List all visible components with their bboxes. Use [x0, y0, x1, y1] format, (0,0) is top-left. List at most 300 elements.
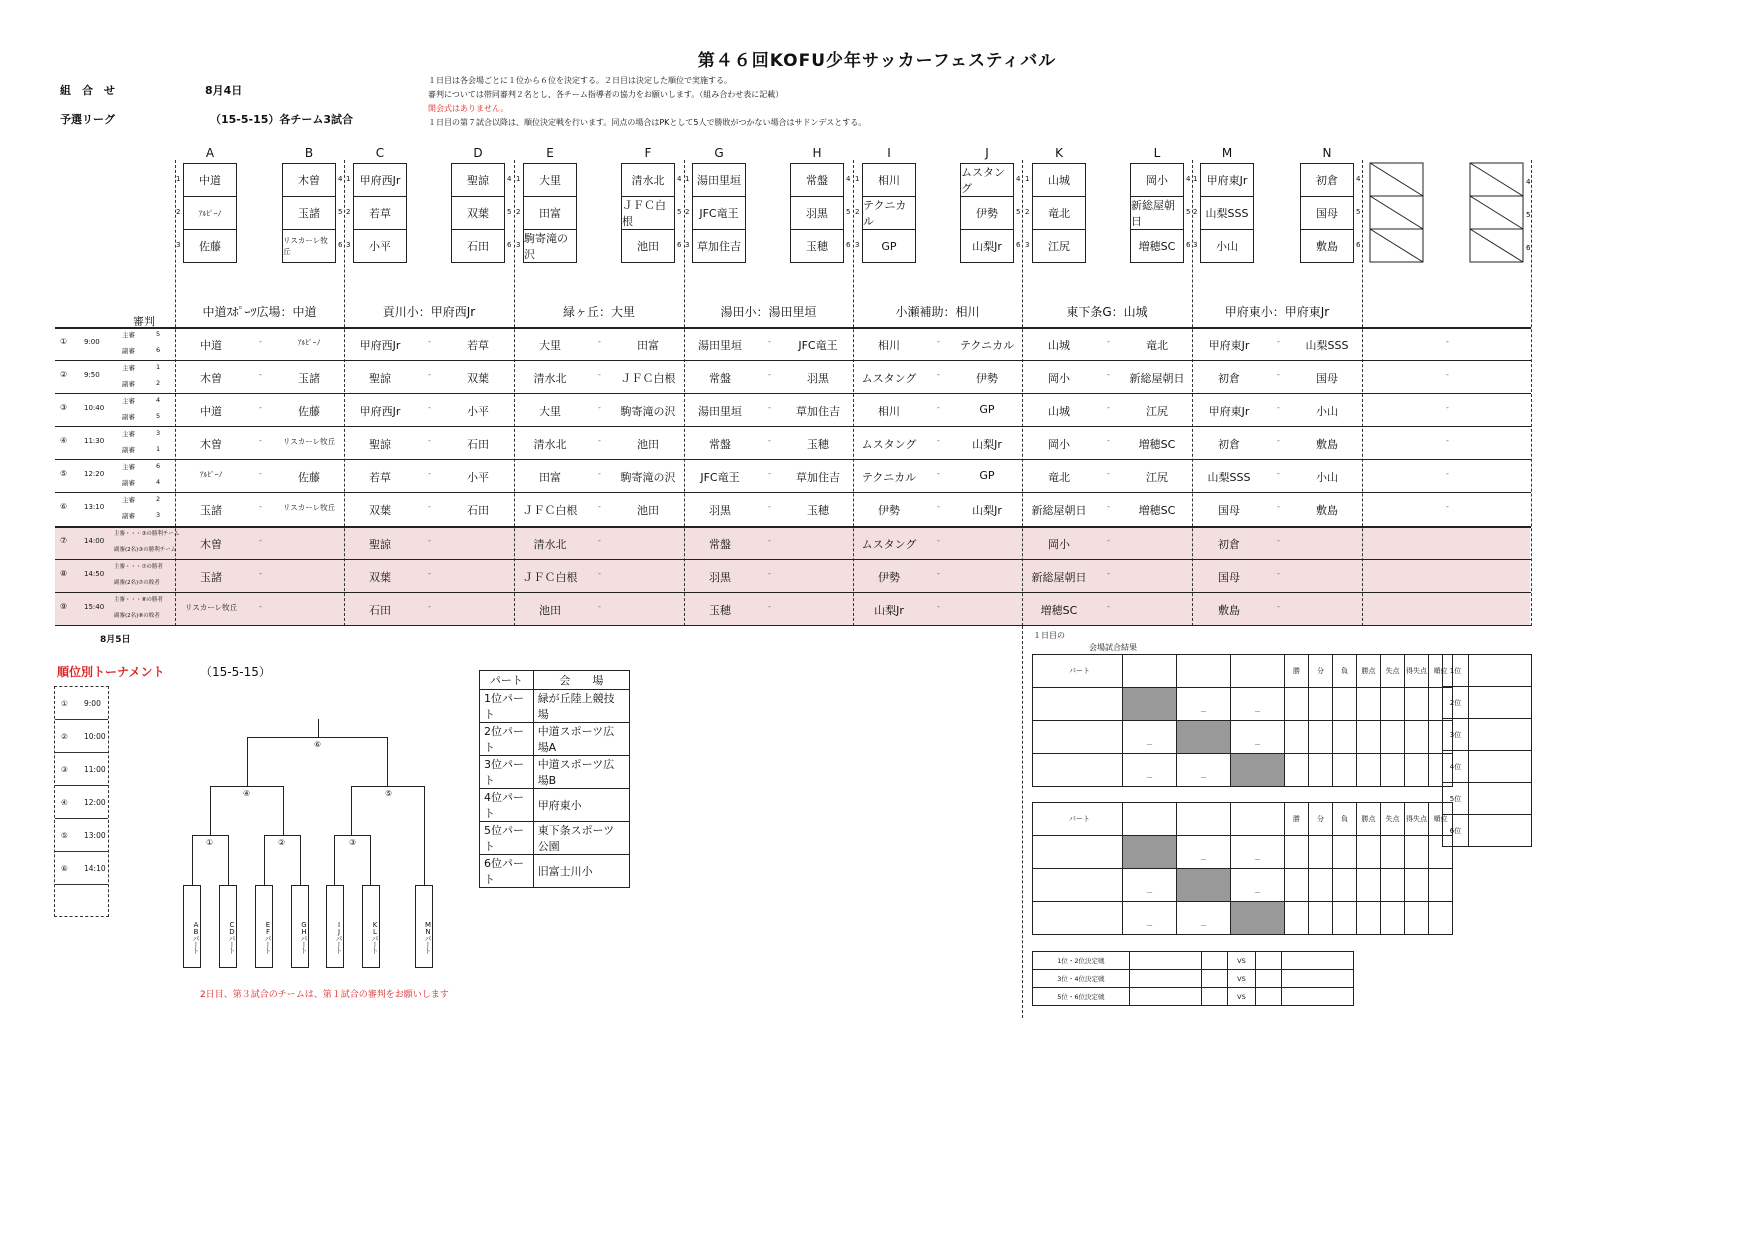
seed-number: 4: [1016, 175, 1021, 183]
group-team: 羽黒: [790, 196, 844, 230]
match-home-team: 聖諒: [369, 372, 391, 385]
results-team-header: [1177, 655, 1231, 688]
day2-match-number: ⑤: [61, 831, 68, 840]
match-home-team: 甲府西Jr: [359, 405, 401, 418]
venue-label: 緑ヶ丘：大里: [562, 305, 635, 319]
ref-sub-num: 4: [156, 478, 161, 486]
seed-number: 2: [516, 208, 521, 216]
bracket-semi-right-label: ⑤: [385, 789, 393, 798]
ref-main-label: 主審: [122, 496, 135, 504]
match-away-team: 若草: [467, 339, 489, 352]
results-stat-header: 得失点: [1405, 803, 1429, 836]
match-away-team: 双葉: [467, 372, 489, 385]
schedule-row-line: [55, 426, 1531, 427]
results-stat-header: 勝点: [1357, 655, 1381, 688]
group-team: 甲府西Jr: [353, 163, 407, 197]
match-away-team: 小平: [467, 471, 489, 484]
match-time: 9:50: [84, 371, 100, 379]
results-stat-header: 勝: [1285, 803, 1309, 836]
match-dash: -: [598, 469, 601, 478]
parts-rank: 2位パート: [480, 723, 534, 756]
results-stat-cell: [1285, 869, 1309, 902]
match-dash: -: [1107, 436, 1110, 445]
group-team: リスカーレ牧丘: [282, 229, 336, 263]
bracket-line: [210, 786, 211, 836]
parts-header-part: パート: [480, 671, 534, 690]
schedule-row-line: [55, 327, 1531, 329]
group-letter: I: [887, 146, 891, 160]
group-team: 国母: [1300, 196, 1354, 230]
results-dash: －: [1146, 889, 1153, 897]
match-away-team: GP: [979, 403, 995, 416]
results-stat-cell: [1381, 721, 1405, 754]
results-dash: －: [1254, 741, 1261, 749]
match-away-team: 玉穂: [807, 504, 829, 517]
match-away-team: テクニカル: [959, 339, 1015, 352]
match-time: 11:30: [84, 437, 105, 445]
results-stat-cell: [1285, 721, 1309, 754]
placement-team: 石田: [369, 604, 391, 617]
results-part-label: パート: [1033, 655, 1123, 688]
group-team: 聖諒: [451, 163, 505, 197]
group-letter: C: [375, 146, 385, 160]
results-stat-header: 失点: [1381, 803, 1405, 836]
match-number: ③: [60, 403, 68, 412]
results-dash: －: [1200, 708, 1207, 716]
seed-number: 6: [1356, 241, 1361, 249]
bracket-line: [424, 786, 425, 886]
results-score-cell: [1123, 869, 1177, 902]
results-stat-header: 順位: [1429, 655, 1453, 688]
match-dash: -: [259, 469, 262, 478]
day2-match-number: ④: [61, 798, 68, 807]
match-home-team: 玉諸: [200, 504, 222, 517]
match-time: 15:40: [84, 603, 105, 611]
seed-number: 1: [1025, 175, 1030, 183]
match-dash: -: [937, 536, 940, 545]
match-dash: -: [768, 502, 771, 511]
match-dash: -: [1107, 536, 1110, 545]
results-stat-cell: [1429, 869, 1453, 902]
match-dash: -: [1277, 403, 1280, 412]
ref-sub-num: 5: [156, 412, 161, 420]
match-home-team: 双葉: [369, 504, 391, 517]
match-home-team: 若草: [369, 471, 391, 484]
results-score-cell: [1231, 688, 1285, 721]
results-stat-cell: [1405, 836, 1429, 869]
match-home-team: 湯田里垣: [698, 339, 742, 352]
match-home-team: JFC竜王: [700, 471, 740, 484]
seed-number: 6: [338, 241, 343, 249]
results-stat-cell: [1405, 688, 1429, 721]
results-score-cell: [1177, 754, 1231, 787]
bracket-note: 2日目、第３試合のチームは、第１試合の審判をお願いします: [200, 990, 449, 1000]
match-home-team: 清水北: [533, 438, 567, 451]
match-dash: -: [1107, 602, 1110, 611]
results-stat-cell: [1333, 836, 1357, 869]
schedule-row-line: [55, 459, 1531, 460]
group-team: 中道: [183, 163, 237, 197]
placement-team: 敷島: [1218, 604, 1240, 617]
note-3: 開会式はありません。: [428, 104, 509, 113]
results-stat-cell: [1405, 869, 1429, 902]
seed-number: 3: [1193, 241, 1198, 249]
match-away-team: 新総屋朝日: [1129, 372, 1185, 385]
placement-team: 初倉: [1218, 538, 1240, 551]
day2-schedule-row: [55, 687, 108, 720]
results-dash: －: [1254, 708, 1261, 716]
results-stat-cell: [1285, 688, 1309, 721]
match-home-team: 田富: [539, 471, 561, 484]
match-away-team: 池田: [637, 504, 659, 517]
results-stat-cell: [1381, 754, 1405, 787]
seed-number: 5: [1356, 208, 1361, 216]
match-number: ⑧: [60, 569, 68, 578]
match-home-team: 湯田里垣: [698, 405, 742, 418]
group-team: 草加住吉: [692, 229, 746, 263]
decision-score-cell: [1201, 988, 1227, 1006]
results-stat-header: 勝点: [1357, 803, 1381, 836]
parts-row: [480, 723, 630, 756]
match-away-team: 増穂SC: [1138, 504, 1176, 517]
parts-row: [480, 822, 630, 855]
results-stat-header: 負: [1333, 803, 1357, 836]
results-stat-cell: [1357, 754, 1381, 787]
match-dash: -: [768, 536, 771, 545]
group-team: 湯田里垣: [692, 163, 746, 197]
results-team-cell: [1033, 688, 1123, 721]
group-team: 伊勢: [960, 196, 1014, 230]
bracket-leaf: GHパート: [291, 885, 309, 968]
decision-score-cell: [1256, 970, 1282, 988]
match-home-team: 甲府東Jr: [1208, 339, 1250, 352]
placement-team: ＪＦＣ白根: [522, 571, 578, 584]
results-team-header: [1231, 803, 1285, 836]
group-team: 敷島: [1300, 229, 1354, 263]
results-score-cell: [1231, 869, 1285, 902]
decision-label: 1位・2位決定戦: [1033, 952, 1130, 970]
group-team: 双葉: [451, 196, 505, 230]
results-stat-cell: [1357, 869, 1381, 902]
day2-match-time: 10:00: [84, 732, 106, 741]
decision-score-cell: [1256, 988, 1282, 1006]
ref-sub-label: 副審(2名)⑦の敗者: [114, 580, 160, 586]
seed-number: 6: [1016, 241, 1021, 249]
results-stat-cell: [1405, 754, 1429, 787]
parts-row: [480, 756, 630, 789]
match-home-team: ＪＦＣ白根: [522, 504, 578, 517]
seed-number: 2: [1025, 208, 1030, 216]
match-dash: -: [1446, 502, 1449, 511]
match-dash: -: [259, 337, 262, 346]
match-away-team: リスカーレ牧丘: [282, 503, 336, 512]
seed-number: 4: [846, 175, 851, 183]
results-team-header: [1123, 803, 1177, 836]
placement-team: ムスタング: [861, 538, 917, 551]
match-dash: -: [598, 569, 601, 578]
kumiawase-label: 組 合 せ: [60, 84, 115, 97]
results-dash: －: [1146, 922, 1153, 930]
match-home-team: 相川: [878, 405, 900, 418]
group-letter: L: [1153, 146, 1161, 160]
match-dash: -: [937, 436, 940, 445]
group-letter: N: [1322, 146, 1332, 160]
match-home-team: 清水北: [533, 372, 567, 385]
yosen-detail: （15-5-15）各チーム3試合: [210, 113, 354, 126]
results-part-label: パート: [1033, 803, 1123, 836]
empty-group-boxes: [1365, 160, 1535, 264]
match-home-team: 山梨SSS: [1207, 471, 1251, 484]
placement-team: 木曽: [200, 538, 222, 551]
group-letter: M: [1221, 146, 1233, 160]
placement-team: 聖諒: [369, 538, 391, 551]
ref-sub-label: 副審(2名)③の勝利チーム: [114, 547, 177, 553]
rank-label: 2位: [1443, 687, 1469, 719]
day2-match-time: 9:00: [84, 699, 101, 708]
seed-number: 5: [846, 208, 851, 216]
ref-main-label: 主審: [122, 463, 135, 471]
match-away-team: 玉穂: [807, 438, 829, 451]
match-dash: -: [1107, 569, 1110, 578]
page-title: 第４６回KOFU少年サッカーフェスティバル: [697, 51, 1057, 71]
match-away-team: 駒寄滝の沢: [620, 405, 676, 418]
match-away-team: 佐藤: [298, 405, 320, 418]
placement-team: 池田: [539, 604, 561, 617]
day2-date: 8月5日: [100, 635, 131, 645]
day2-schedule-row: [55, 753, 108, 786]
group-team: 相川: [862, 163, 916, 197]
match-dash: -: [937, 502, 940, 511]
day2-schedule-row: [55, 819, 108, 852]
results-team-header: [1231, 655, 1285, 688]
schedule-row-line: [55, 492, 1531, 493]
results-table: [1032, 802, 1453, 935]
results-stat-cell: [1333, 754, 1357, 787]
match-dash: -: [598, 602, 601, 611]
seed-number: 1: [176, 175, 181, 183]
match-dash: -: [1107, 403, 1110, 412]
seed-number: 3: [685, 241, 690, 249]
results-self-cell: [1123, 836, 1177, 869]
parts-venue: 甲府東小: [533, 789, 629, 822]
match-dash: -: [937, 403, 940, 412]
seed-number: 3: [516, 241, 521, 249]
decision-team-cell: [1129, 970, 1201, 988]
ref-sub-label: 副審: [122, 380, 135, 388]
bracket-final-label: ⑥: [314, 740, 322, 749]
bracket-line: [351, 786, 352, 836]
results-self-cell: [1123, 688, 1177, 721]
match-away-team: 小平: [467, 405, 489, 418]
placement-team: 山梨Jr: [874, 604, 904, 617]
match-dash: -: [937, 370, 940, 379]
placement-team: 新総屋朝日: [1031, 571, 1087, 584]
seed-number: 4: [338, 175, 343, 183]
match-home-team: 岡小: [1048, 372, 1070, 385]
group-team: 小山: [1200, 229, 1254, 263]
match-dash: -: [598, 436, 601, 445]
yosen-label: 予選リーグ: [60, 113, 115, 126]
results-self-cell: [1177, 721, 1231, 754]
ref-main-label: 主審: [122, 397, 135, 405]
day2-match-number: ②: [61, 732, 68, 741]
seed-number: 4: [1186, 175, 1191, 183]
match-number: ④: [60, 436, 68, 445]
parts-rank: 3位パート: [480, 756, 534, 789]
match-away-team: リスカーレ牧丘: [282, 437, 336, 446]
placement-team: 増穂SC: [1040, 604, 1078, 617]
group-team: 佐藤: [183, 229, 237, 263]
match-dash: -: [1446, 370, 1449, 379]
bracket-line: [264, 835, 301, 836]
match-home-team: テクニカル: [861, 471, 917, 484]
ref-sub-num: 6: [156, 346, 161, 354]
group-team: 増穂SC: [1130, 229, 1184, 263]
results-dash: －: [1146, 774, 1153, 782]
seed-number: 5: [338, 208, 343, 216]
match-dash: -: [1277, 370, 1280, 379]
match-home-team: 常盤: [709, 372, 731, 385]
match-home-team: 中道: [200, 339, 222, 352]
bracket-line: [318, 719, 319, 738]
results-self-cell: [1177, 869, 1231, 902]
parts-venue: 中道スポーツ広場A: [533, 723, 629, 756]
group-team: ムスタング: [960, 163, 1014, 197]
bracket-leaf: IJパート: [326, 885, 344, 968]
results-score-cell: [1123, 902, 1177, 935]
match-time: 14:50: [84, 570, 105, 578]
ref-main-num: 4: [156, 396, 161, 404]
decision-vs: VS: [1227, 952, 1256, 970]
results-score-cell: [1231, 836, 1285, 869]
placement-team: 国母: [1218, 571, 1240, 584]
seed-number: 1: [1193, 175, 1198, 183]
results-stat-cell: [1309, 721, 1333, 754]
schedule-row-line: [55, 592, 1531, 593]
decision-label: 5位・6位決定戦: [1033, 988, 1130, 1006]
ref-main-label: 主審・・・③の勝利チーム: [114, 531, 180, 537]
group-team: 山城: [1032, 163, 1086, 197]
note-1: １日目は各会場ごとに１位から６位を決定する。２日目は決定した順位で実施する。: [428, 76, 732, 85]
bracket-line: [264, 835, 265, 886]
ref-main-label: 主審: [122, 331, 135, 339]
match-dash: -: [1277, 502, 1280, 511]
match-dash: -: [1107, 370, 1110, 379]
results-score-cell: [1123, 721, 1177, 754]
group-team: 玉諸: [282, 196, 336, 230]
results-dash: －: [1254, 889, 1261, 897]
rank-label: 1位: [1443, 655, 1469, 687]
results-self-cell: [1231, 902, 1285, 935]
group-team: 駒寄滝の沢: [523, 229, 577, 263]
match-home-team: 初倉: [1218, 438, 1240, 451]
schedule-row-line: [55, 625, 1531, 626]
match-number: ①: [60, 337, 68, 346]
match-dash: -: [1277, 337, 1280, 346]
match-dash: -: [598, 502, 601, 511]
rank-label: 3位: [1443, 719, 1469, 751]
schedule-row-line: [55, 360, 1531, 361]
match-dash: -: [1107, 502, 1110, 511]
match-dash: -: [937, 337, 940, 346]
group-team: 玉穂: [790, 229, 844, 263]
match-home-team: 新総屋朝日: [1031, 504, 1087, 517]
decision-vs: VS: [1227, 988, 1256, 1006]
match-time: 12:20: [84, 470, 105, 478]
results-dash: －: [1200, 922, 1207, 930]
match-home-team: 木曽: [200, 372, 222, 385]
bracket-leaf: EFパート: [255, 885, 273, 968]
results-stat-cell: [1333, 721, 1357, 754]
results-stat-header: 勝: [1285, 655, 1309, 688]
group-team: 清水北: [621, 163, 675, 197]
shinpan-label: 審判: [133, 315, 155, 328]
group-team: 常盤: [790, 163, 844, 197]
results-stat-cell: [1357, 721, 1381, 754]
ref-main-num: 5: [156, 330, 161, 338]
results-stat-cell: [1309, 869, 1333, 902]
venue-label: 貢川小：甲府西Jr: [382, 305, 476, 319]
placement-team: 双葉: [369, 571, 391, 584]
day2-schedule: [54, 686, 109, 917]
match-time: 10:40: [84, 404, 105, 412]
match-home-team: 木曽: [200, 438, 222, 451]
match-away-team: 羽黒: [807, 372, 829, 385]
match-away-team: 池田: [637, 438, 659, 451]
match-dash: -: [598, 403, 601, 412]
results-stat-cell: [1381, 869, 1405, 902]
bracket-line: [334, 835, 335, 886]
results-stat-cell: [1429, 902, 1453, 935]
results-stat-header: 分: [1309, 655, 1333, 688]
match-dash: -: [428, 602, 431, 611]
group-letter: B: [304, 146, 314, 160]
group-team: 池田: [621, 229, 675, 263]
results-team-cell: [1033, 869, 1123, 902]
match-dash: -: [937, 602, 940, 611]
seed-number: 2: [176, 208, 181, 216]
results-score-cell: [1123, 754, 1177, 787]
results-stat-cell: [1357, 902, 1381, 935]
placement-team: 伊勢: [878, 571, 900, 584]
match-dash: -: [1277, 469, 1280, 478]
match-away-team: 江尻: [1146, 471, 1168, 484]
placement-team: 岡小: [1048, 538, 1070, 551]
ref-main-num: 1: [156, 363, 161, 371]
match-away-team: 石田: [467, 438, 489, 451]
group-team: 甲府東Jr: [1200, 163, 1254, 197]
bracket-line: [387, 737, 388, 787]
placement-team: 清水北: [533, 538, 567, 551]
group-team: 若草: [353, 196, 407, 230]
results-stat-cell: [1333, 688, 1357, 721]
decision-team-cell: [1281, 970, 1353, 988]
bracket-leaf: KLパート: [362, 885, 380, 968]
decision-team-cell: [1129, 988, 1201, 1006]
results-stat-cell: [1285, 754, 1309, 787]
parts-rank: 4位パート: [480, 789, 534, 822]
results-dash: －: [1200, 774, 1207, 782]
results-dash: －: [1254, 856, 1261, 864]
group-team: GP: [862, 229, 916, 263]
results-stat-cell: [1333, 902, 1357, 935]
parts-rank: 6位パート: [480, 855, 534, 888]
results-divider: [1022, 626, 1023, 1018]
schedule-row-line: [55, 559, 1531, 560]
bracket-semi-left-label: ④: [243, 789, 251, 798]
results-team-cell: [1033, 836, 1123, 869]
seed-number: 1: [516, 175, 521, 183]
